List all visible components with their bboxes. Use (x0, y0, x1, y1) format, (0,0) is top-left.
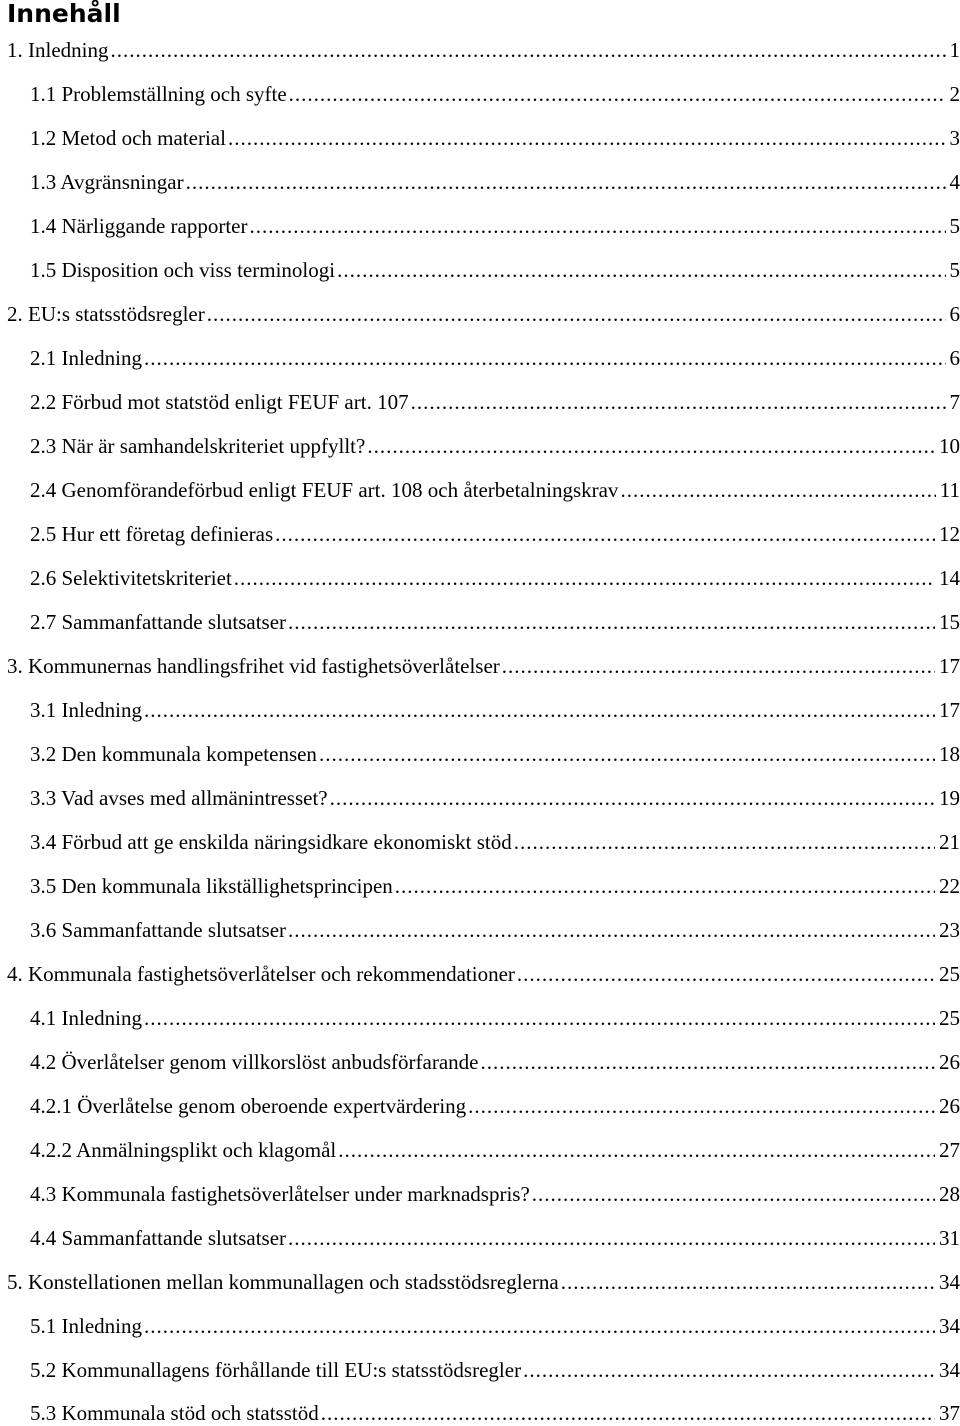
toc-dot-leader (468, 1093, 935, 1119)
toc-entry-page: 26 (939, 1094, 960, 1118)
toc-entry-page: 1 (949, 38, 960, 62)
toc-entry-title: 2.2 Förbud mot statstöd enligt FEUF art. 107 (30, 390, 409, 414)
toc-dot-leader (275, 521, 935, 547)
toc-dot-leader (502, 653, 935, 679)
toc-entry-page: 4 (949, 170, 960, 194)
toc-entry[interactable] (30, 697, 960, 723)
toc-entry-page: 22 (939, 874, 960, 898)
toc-dot-leader (620, 477, 935, 503)
toc-dot-leader (395, 873, 935, 899)
toc-entry-page: 7 (949, 390, 960, 414)
toc-entry-title: 3.4 Förbud att ge enskilda näringsidkare ekonomiskt stöd (30, 830, 512, 854)
toc-entry-page: 5 (949, 258, 960, 282)
toc-entry-title: 2.3 När är samhandelskriteriet uppfyllt? (30, 434, 366, 458)
toc-entry-title: 1. Inledning (7, 38, 109, 62)
toc-entry[interactable] (30, 433, 960, 459)
toc-entry[interactable] (7, 37, 960, 63)
toc-entry[interactable] (7, 653, 960, 679)
toc-entry-title: 2.5 Hur ett företag definieras (30, 522, 274, 546)
toc-entry-title: 3.2 Den kommunala kompetensen (30, 742, 317, 766)
toc-entry[interactable] (30, 257, 960, 283)
toc-dot-leader (514, 829, 935, 855)
toc-entry-title: 5. Konstellationen mellan kommunallagen och stadsstödsreglerna (7, 1270, 559, 1294)
toc-entry[interactable] (30, 1225, 960, 1251)
toc-entry-title: 2.7 Sammanfattande slutsatser (30, 610, 287, 634)
toc-entry-title: 4.2.2 Anmälningsplikt och klagomål (30, 1138, 337, 1162)
toc-dot-leader (523, 1357, 935, 1383)
toc-dot-leader (288, 609, 935, 635)
toc-dot-leader (250, 213, 946, 239)
toc-entry[interactable] (30, 873, 960, 899)
toc-entry-page: 18 (939, 742, 960, 766)
toc-entry-page: 21 (939, 830, 960, 854)
toc-entry-title: 4.2 Överlåtelser genom villkorslöst anbudsförfarande (30, 1050, 479, 1074)
toc-dot-leader (337, 257, 945, 283)
toc-entry-title: 5.3 Kommunala stöd och statsstöd (30, 1401, 319, 1425)
toc-dot-leader (319, 741, 935, 767)
toc-entry-page: 31 (939, 1226, 960, 1250)
toc-entry[interactable] (30, 125, 960, 151)
toc-entry-title: 2.1 Inledning (30, 346, 142, 370)
toc-entry-title: 3.3 Vad avses med allmänintresset? (30, 786, 328, 810)
toc-entry-page: 3 (949, 126, 960, 150)
toc-entry[interactable] (7, 961, 960, 987)
toc-entry-page: 15 (939, 610, 960, 634)
toc-entry-page: 17 (939, 698, 960, 722)
toc-entry-page: 5 (949, 214, 960, 238)
toc-dot-leader (561, 1269, 935, 1295)
toc-entry-page: 25 (939, 962, 960, 986)
toc-entry-page: 27 (939, 1138, 960, 1162)
toc-dot-leader (338, 1137, 935, 1163)
toc-entry-page: 11 (939, 478, 960, 502)
toc-dot-leader (144, 1313, 935, 1339)
toc-entry-page: 14 (939, 566, 960, 590)
toc-entry-title: 1.1 Problemställning och syfte (30, 82, 287, 106)
toc-entry-title: 4.1 Inledning (30, 1006, 142, 1030)
toc-entry-page: 34 (939, 1270, 960, 1294)
toc-entry-page: 19 (939, 786, 960, 810)
toc-entry-page: 23 (939, 918, 960, 942)
toc-entry-page: 37 (939, 1401, 960, 1425)
toc-dot-leader (144, 1005, 935, 1031)
toc-entry-title: 4.2.1 Överlåtelse genom oberoende expertvärdering (30, 1094, 467, 1118)
toc-entry-page: 6 (949, 302, 960, 326)
toc-dot-leader (532, 1181, 935, 1207)
toc-entry-title: 5.1 Inledning (30, 1314, 142, 1338)
toc-entry-page: 34 (939, 1358, 960, 1382)
toc-dot-leader (207, 301, 946, 327)
toc-dot-leader (289, 81, 946, 107)
toc-entry[interactable] (30, 477, 960, 503)
toc-entry-title: 3.6 Sammanfattande slutsatser (30, 918, 287, 942)
toc-dot-leader (234, 565, 935, 591)
toc-entry-page: 25 (939, 1006, 960, 1030)
toc-entry-title: 2.6 Selektivitetskriteriet (30, 566, 232, 590)
toc-entry-page: 28 (939, 1182, 960, 1206)
toc-entry-page: 12 (939, 522, 960, 546)
toc-dot-leader (480, 1049, 935, 1075)
toc-entry[interactable] (30, 1313, 960, 1339)
toc-entry[interactable] (30, 829, 960, 855)
toc-dot-leader (330, 785, 935, 811)
toc-entry-page: 17 (939, 654, 960, 678)
toc-entry-page: 10 (939, 434, 960, 458)
toc-entry-title: 1.5 Disposition och viss terminologi (30, 258, 336, 282)
toc-entry-title: 4.3 Kommunala fastighetsöverlåtelser under marknadspris? (30, 1182, 530, 1206)
toc-dot-leader (144, 345, 946, 371)
toc-entry-page: 6 (949, 346, 960, 370)
toc-entry-title: 3. Kommunernas handlingsfrihet vid fastighetsöverlåtelser (7, 654, 500, 678)
toc-entry[interactable] (30, 1357, 960, 1383)
toc-entry[interactable] (30, 917, 960, 943)
toc-entry[interactable] (30, 565, 960, 591)
toc-entry[interactable] (30, 741, 960, 767)
toc-dot-leader (186, 169, 946, 195)
toc-dot-leader (288, 1225, 935, 1251)
toc-entry[interactable] (30, 785, 960, 811)
toc-dot-leader (411, 389, 946, 415)
toc-dot-leader (517, 961, 935, 987)
toc-entry[interactable] (30, 81, 960, 107)
toc-entry[interactable] (30, 1005, 960, 1031)
toc-entry[interactable] (7, 1269, 960, 1295)
toc-entry-page: 26 (939, 1050, 960, 1074)
toc-dot-leader (367, 433, 935, 459)
toc-entry-title: 1.4 Närliggande rapporter (30, 214, 248, 238)
toc-dot-leader (110, 37, 945, 63)
toc-entry-title: 3.5 Den kommunala likställighetsprincipen (30, 874, 393, 898)
toc-entry[interactable] (30, 213, 960, 239)
toc-entry[interactable] (30, 1181, 960, 1207)
toc-entry[interactable] (30, 521, 960, 547)
toc-entry[interactable] (30, 1400, 960, 1426)
toc-entry[interactable] (30, 1049, 960, 1075)
toc-entry[interactable] (30, 1137, 960, 1163)
toc-entry-page: 34 (939, 1314, 960, 1338)
toc-entry-title: 1.3 Avgränsningar (30, 170, 184, 194)
toc-entry-title: 5.2 Kommunallagens förhållande till EU:s statsstödsregler (30, 1358, 522, 1382)
toc-entry-title: 1.2 Metod och material (30, 126, 226, 150)
toc-entry-title: 4.4 Sammanfattande slutsatser (30, 1226, 287, 1250)
toc-dot-leader (144, 697, 935, 723)
toc-entry[interactable] (30, 609, 960, 635)
toc-entry[interactable] (30, 345, 960, 371)
toc-entry[interactable] (7, 301, 960, 327)
toc-entry[interactable] (30, 169, 960, 195)
toc-entry[interactable] (30, 1093, 960, 1119)
toc-dot-leader (321, 1400, 935, 1426)
toc-dot-leader (288, 917, 935, 943)
toc-entry-page: 2 (949, 82, 960, 106)
toc-entry-title: 4. Kommunala fastighetsöverlåtelser och rekommendationer (7, 962, 515, 986)
toc-heading: Innehåll (7, 0, 121, 28)
toc-entry[interactable] (30, 389, 960, 415)
toc-entry-title: 2.4 Genomförandeförbud enligt FEUF art. 108 och återbetalningskrav (30, 478, 619, 502)
toc-entry-title: 2. EU:s statsstödsregler (7, 302, 205, 326)
toc-dot-leader (228, 125, 946, 151)
toc-entry-title: 3.1 Inledning (30, 698, 142, 722)
